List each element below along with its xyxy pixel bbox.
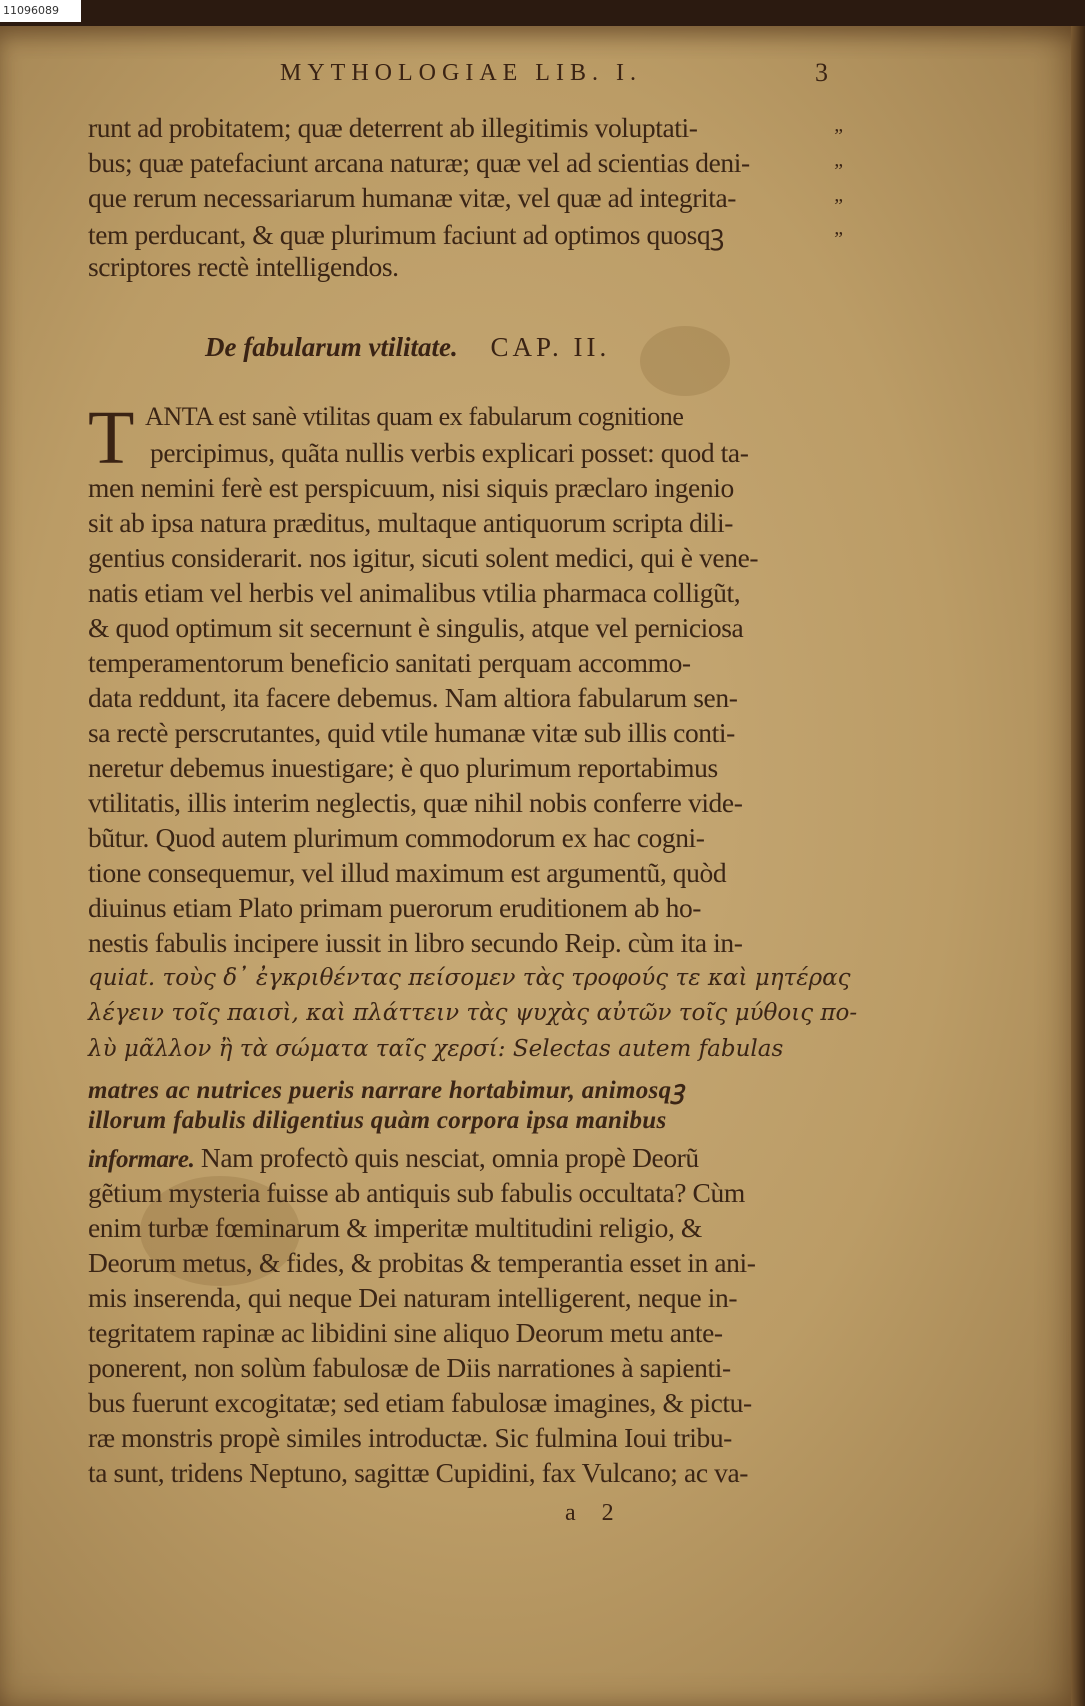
marginal-quote-mark: ” <box>832 125 844 147</box>
text-line: mis inserenda, qui neque Dei naturam intelligerent, neque in- <box>88 1282 738 1313</box>
text-line: tegritatem rapinæ ac libidini sine aliquo Deorum metu ante- <box>88 1317 723 1348</box>
page-stain <box>640 326 730 396</box>
italic-line: illorum fabulis diligentius quàm corpora ipsa manibus <box>88 1107 667 1134</box>
running-head: MYTHOLOGIAE LIB. I. <box>280 60 642 86</box>
marginal-quote-mark: ” <box>832 228 844 250</box>
greek-line: λὺ μᾶλλον ἢ τὰ σώματα ταῖς χερσί: Selectas autem fabulas <box>88 1036 784 1062</box>
text-line: ta sunt, tridens Neptuno, sagittæ Cupidini, fax Vulcano; ac va- <box>88 1457 749 1488</box>
text-line: ANTA est sanè vtilitas quam ex fabularum cognitione <box>145 402 684 431</box>
chapter-title: De fabularum vtilitate. <box>205 332 458 362</box>
page-edge <box>1071 26 1085 1706</box>
text-line: runt ad probitatem; quæ deterrent ab illegitimis voluptati- <box>88 112 698 143</box>
italic-line: matres ac nutrices pueris narrare hortabimur, animosqꝫ <box>88 1077 685 1104</box>
text-line: vtilitatis, illis interim neglectis, quæ nihil nobis conferre vide- <box>88 787 743 818</box>
text-fragment: Nam profectò quis nesciat, omnia propè Deorũ <box>200 1142 699 1173</box>
text-line: gentius considerarit. nos igitur, sicuti solent medici, qui è vene- <box>88 542 759 573</box>
text-line: que rerum necessariarum humanæ vitæ, vel quæ ad integrita- <box>88 182 737 213</box>
scan-id-label: 11096089 <box>0 0 81 22</box>
text-line: scriptores rectè intelligendos. <box>88 251 399 282</box>
text-line: gẽtium mysteria fuisse ab antiquis sub fabulis occultata? Cùm <box>88 1177 745 1208</box>
text-line: ræ monstris propè similes introductæ. Sic fulmina Ioui tribu- <box>88 1422 732 1453</box>
folio-number: 3 <box>815 58 828 87</box>
marginal-quote-mark: ” <box>832 160 844 182</box>
text-line: bus; quæ patefaciunt arcana naturæ; quæ vel ad scientias deni- <box>88 147 750 178</box>
mixed-line <box>88 1142 699 1174</box>
text-line: nestis fabulis incipere iussit in libro secundo Reip. cùm ita in- <box>88 927 743 958</box>
text-line: tem perducant, & quæ plurimum faciunt ad optimos quosqꝫ <box>88 219 724 250</box>
italic-fragment: informare. <box>88 1146 195 1173</box>
text-line: data reddunt, ita facere debemus. Nam altiora fabularum sen- <box>88 682 738 713</box>
greek-line: λέγειν τοῖς παισὶ, καὶ πλάττειν τὰς ψυχὰς αὐτῶν τοῖς μύθοις πο- <box>88 1000 858 1026</box>
marginal-quote-mark: ” <box>832 195 844 217</box>
text-line: bus fuerunt excogitatæ; sed etiam fabulosæ imagines, & pictu- <box>88 1387 752 1418</box>
text-line: tione consequemur, vel illud maximum est argumentũ, quòd <box>88 857 727 888</box>
text-line: & quod optimum sit secernunt è singulis, atque vel perniciosa <box>88 612 744 643</box>
text-line: Deorum metus, & fides, & probitas & temperantia esset in ani- <box>88 1247 756 1278</box>
text-line: men nemini ferè est perspicuum, nisi siquis præclaro ingenio <box>88 472 734 503</box>
drop-cap: T <box>88 396 135 480</box>
text-line: neretur debemus inuestigare; è quo plurimum reportabimus <box>88 752 718 783</box>
text-line: sa rectè perscrutantes, quid vtile humanæ vitæ sub illis conti- <box>88 717 735 748</box>
text-line: ponerent, non solùm fabulosæ de Diis narrationes à sapienti- <box>88 1352 731 1383</box>
text-line: natis etiam vel herbis vel animalibus vtilia pharmaca colligũt, <box>88 577 741 608</box>
text-line: percipimus, quãta nullis verbis explicari posset: quod ta- <box>150 437 749 468</box>
text-line: sit ab ipsa natura præditus, multaque antiquorum scripta dili- <box>88 507 734 538</box>
greek-line: quiat. τοὺς δ᾽ ἐγκριθέντας πείσομεν τὰς τροφούς τε καὶ μητέρας <box>88 965 851 991</box>
text-line: bũtur. Quod autem plurimum commodorum ex hac cogni- <box>88 822 705 853</box>
text-line: diuinus etiam Plato primam puerorum eruditionem ab ho- <box>88 892 702 923</box>
signature-mark: a 2 <box>565 1500 624 1526</box>
text-line: temperamentorum beneficio sanitati perquam accommo- <box>88 647 691 678</box>
chapter-number: CAP. II. <box>490 332 611 362</box>
chapter-heading <box>205 332 610 363</box>
text-line: enim turbæ fœminarum & imperitæ multitudini religio, & <box>88 1212 702 1243</box>
